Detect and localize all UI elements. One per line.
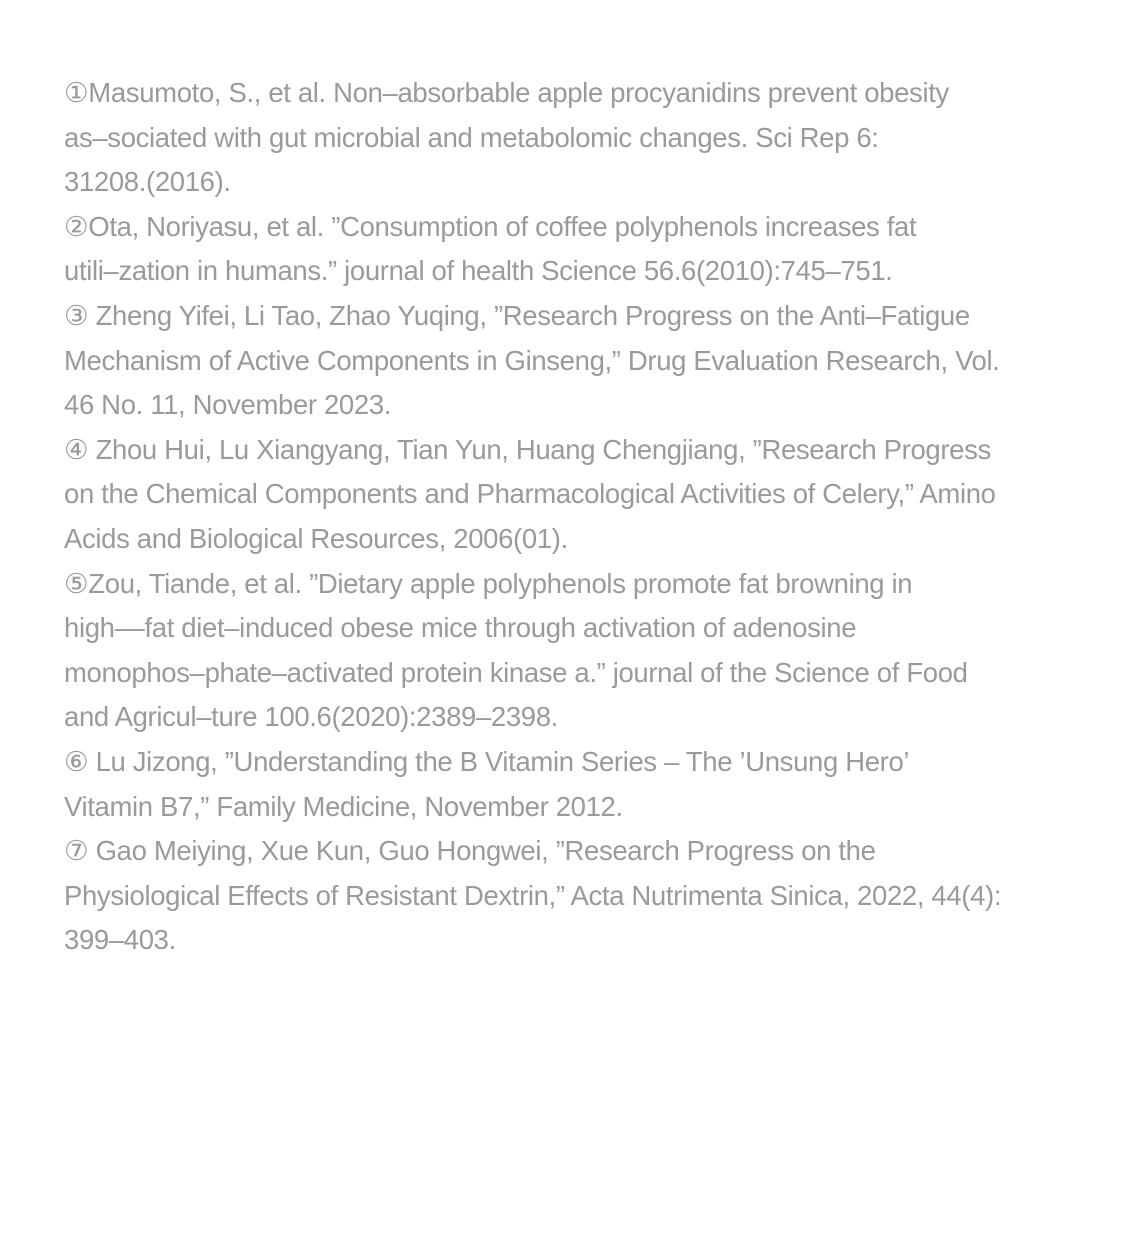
reference-line: as–sociated with gut microbial and metabolomic changes. Sci Rep 6:	[64, 121, 879, 153]
reference-line: utili–zation in humans.” journal of health Science 56.6(2010):745–751.	[64, 255, 893, 287]
reference-line: high––fat diet–induced obese mice through activation of adenosine	[64, 612, 857, 644]
reference-item-1	[64, 71, 1095, 205]
reference-line: ⑤Zou, Tiande, et al. ”Dietary apple polyphenols promote fat browning in	[64, 567, 913, 599]
reference-line: ⑦ Gao Meiying, Xue Kun, Guo Hongwei, ”Research Progress on the	[64, 835, 876, 867]
reference-line: 399–403.	[64, 924, 176, 956]
reference-line: ④ Zhou Hui, Lu Xiangyang, Tian Yun, Huang Chengjiang, ”Research Progress	[64, 433, 991, 465]
reference-item-2	[64, 205, 1095, 294]
reference-line: monophos–phate–activated protein kinase a.” journal of the Science of Food	[64, 656, 968, 688]
reference-line: ③ Zheng Yifei, Li Tao, Zhao Yuqing, ”Research Progress on the Anti–Fatigue	[64, 299, 970, 331]
reference-item-3	[64, 294, 1095, 428]
reference-line: Physiological Effects of Resistant Dextrin,” Acta Nutrimenta Sinica, 2022, 44(4):	[64, 879, 1002, 911]
reference-line: Acids and Biological Resources, 2006(01).	[64, 522, 568, 554]
reference-line: ②Ota, Noriyasu, et al. ”Consumption of coffee polyphenols increases fat	[64, 210, 917, 242]
reference-line: Mechanism of Active Components in Ginseng,” Drug Evaluation Research, Vol.	[64, 344, 1000, 376]
reference-line: ⑥ Lu Jizong, ”Understanding the B Vitamin Series – The ’Unsung Hero’	[64, 745, 910, 777]
reference-item-6	[64, 740, 1095, 829]
reference-item-4	[64, 428, 1095, 562]
reference-line: Vitamin B7,” Family Medicine, November 2012.	[64, 790, 623, 822]
reference-line: and Agricul–ture 100.6(2020):2389–2398.	[64, 701, 558, 733]
reference-item-5	[64, 562, 1095, 740]
reference-line: ①Masumoto, S., et al. Non–absorbable apple procyanidins prevent obesity	[64, 77, 949, 108]
references-list	[64, 71, 1095, 963]
reference-line: 31208.(2016).	[64, 166, 231, 198]
reference-line: 46 No. 11, November 2023.	[64, 389, 392, 421]
reference-item-7	[64, 829, 1095, 963]
reference-line: on the Chemical Components and Pharmacological Activities of Celery,” Amino	[64, 478, 996, 510]
